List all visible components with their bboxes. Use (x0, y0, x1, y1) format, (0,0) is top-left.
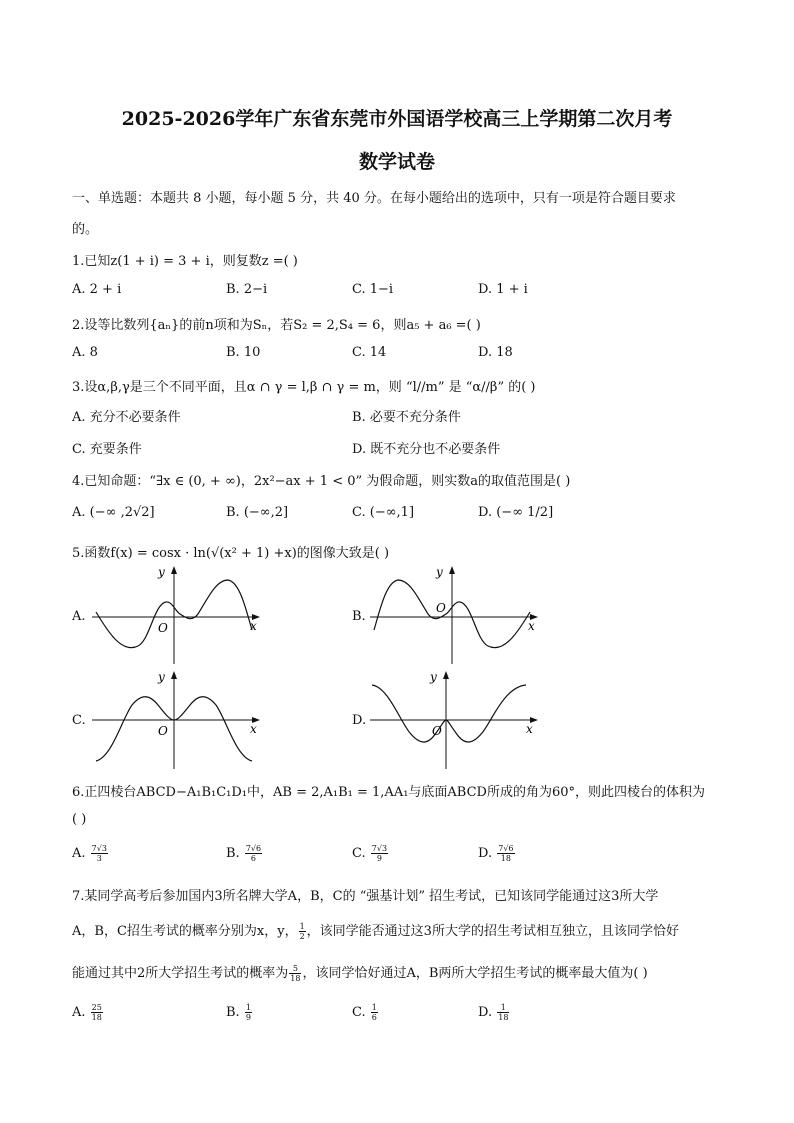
q6-stem-line2: ( ) (72, 812, 87, 827)
q5c-origin-label: O (158, 724, 168, 738)
q6-a-denominator: 3 (96, 854, 102, 863)
q2-option-b: B. 10 (226, 345, 261, 360)
q5-graph-d (366, 667, 546, 771)
q5d-y-label: y (430, 670, 437, 684)
q6-option-d: D. $\frac{7√6}{18}$ (478, 844, 514, 863)
q6-c-numerator: 7√3 (371, 844, 388, 853)
q1-option-a: A. 2 + i (72, 282, 122, 297)
q6-stem-line1: 6.正四棱台ABCD−A₁B₁C₁D₁中，AB = 2,A₁B₁ = 1,AA₁与底面ABCD所成的角为60°，则此四棱台的体积为 (72, 785, 706, 800)
q5-graph-c (88, 667, 268, 771)
q6-b-numerator: 7√6 (245, 844, 262, 853)
q5-graph-a (88, 562, 268, 666)
q2-option-d: D. 18 (478, 345, 513, 360)
q7-stem-line3: 能通过其中2所大学招生考试的概率为 $\frac{5}{18}$ ，该同学恰好通过A，B两所大学招生考试的概率最大值为( ) (72, 964, 648, 983)
q7-option-a: A. $\frac{25}{18}$ (72, 1003, 102, 1022)
q5-option-b-label: B. (352, 609, 366, 624)
q5a-x-label: x (250, 619, 257, 633)
q5-stem: 5.函数f(x) = cosx · ln(√(x² + 1) +x)的图像大致是( ) (72, 546, 390, 561)
q7-b-denominator: 9 (245, 1013, 251, 1022)
q5c-x-label: x (250, 722, 257, 736)
q4-option-d: D. (−∞ 1/2] (478, 505, 554, 520)
q7-option-b: B. $\frac{1}{9}$ (226, 1003, 251, 1022)
q7-c-numerator: 1 (371, 1003, 377, 1012)
q7-c-denominator: 6 (371, 1013, 377, 1022)
q7-b-numerator: 1 (245, 1003, 251, 1012)
section-heading-line2: 的。 (72, 222, 99, 237)
q1-stem: 1.已知z(1 + i) = 3 + i，则复数z =( ) (72, 254, 298, 269)
q6-d-denominator: 18 (500, 854, 511, 863)
q5b-x-label: x (528, 619, 535, 633)
q7-stem-line1: 7.某同学高考后参加国内3所名牌大学A，B，C的 “强基计划” 招生考试，已知该同学能通过这3所大学 (72, 889, 659, 904)
q6-c-denominator: 9 (376, 854, 382, 863)
q6-option-a: A. $\frac{7√3}{3}$ (72, 844, 107, 863)
q7-d-denominator: 18 (498, 1013, 509, 1022)
q1-option-b: B. 2−i (226, 282, 268, 297)
q3-option-c: C. 充要条件 (72, 442, 142, 457)
q4-option-a: A. (−∞ ,2√2] (72, 505, 155, 520)
q3-option-a: A. 充分不必要条件 (72, 410, 181, 425)
q4-option-c: C. (−∞,1] (352, 505, 415, 520)
q7-option-c: C. $\frac{1}{6}$ (352, 1003, 377, 1022)
q6-a-numerator: 7√3 (91, 844, 107, 853)
q5d-x-label: x (526, 722, 533, 736)
q5d-origin-label: O (432, 724, 442, 738)
q1-option-c: C. 1−i (352, 282, 394, 297)
q4-option-b: B. (−∞,2] (226, 505, 289, 520)
q6-b-denominator: 6 (250, 854, 257, 863)
q6-d-numerator: 7√6 (498, 844, 514, 853)
q5a-y-label: y (158, 565, 165, 579)
exam-subtitle: 数学试卷 (358, 151, 435, 173)
q7-d-numerator: 1 (497, 1003, 509, 1013)
q1-option-d: D. 1 + i (478, 282, 528, 297)
q6-option-c: C. $\frac{7√3}{9}$ (352, 844, 388, 863)
q3-option-b: B. 必要不充分条件 (352, 410, 461, 425)
section-heading-line1: 一、单选题：本题共 8 小题，每小题 5 分，共 40 分。在每小题给出的选项中，只有一项是符合题目要求 (72, 191, 676, 206)
q7-stem-line2: A，B，C招生考试的概率分别为x，y， $\frac{1}{2}$ ，该同学能否通过这3所大学的招生考试相互独立，且该同学恰好 (72, 922, 679, 941)
q7-a-denominator: 18 (91, 1013, 102, 1022)
q3-stem: 3.设α,β,γ是三个不同平面，且α ∩ γ = l,β ∩ γ = m，则 “l//m” 是 “α//β” 的( ) (72, 380, 536, 395)
q5b-origin-label: O (436, 601, 446, 615)
q2-option-a: A. 8 (72, 345, 98, 360)
q5-option-a-label: A. (72, 609, 86, 624)
q7-option-d: D. $\frac{1}{18}$ (478, 1003, 509, 1022)
exam-title: 2025-2026学年广东省东莞市外国语学校高三上学期第二次月考 (121, 108, 673, 130)
q5c-y-label: y (158, 670, 165, 684)
q5-option-c-label: C. (72, 713, 86, 728)
q4-stem: 4.已知命题：“∃x ∈ (0, + ∞)，2x²−ax + 1 < 0” 为假命题，则实数a的取值范围是( ) (72, 474, 571, 489)
q5-option-d-label: D. (352, 713, 367, 728)
q2-stem: 2.设等比数列{aₙ}的前n项和为Sₙ，若S₂ = 2,S₄ = 6，则a₅ + a₆ =( ) (72, 318, 481, 333)
q3-option-d: D. 既不充分也不必要条件 (352, 442, 501, 457)
q7-a-numerator: 25 (91, 1003, 102, 1012)
q5b-y-label: y (436, 565, 443, 579)
q5a-origin-label: O (158, 621, 168, 635)
q5-graph-b (366, 562, 546, 666)
q6-option-b: B. $\frac{7√6}{6}$ (226, 844, 262, 863)
q2-option-c: C. 14 (352, 345, 387, 360)
